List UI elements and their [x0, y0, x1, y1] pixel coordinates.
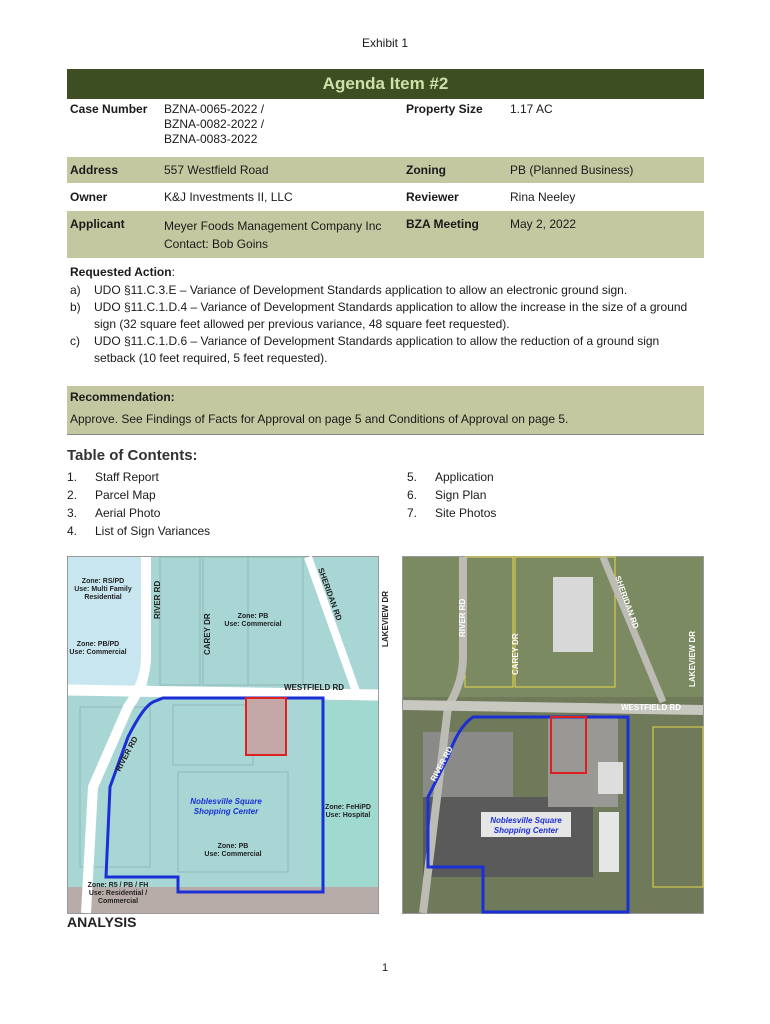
requested-action-list — [70, 282, 700, 367]
toc-left-column — [67, 468, 210, 540]
case-number-line: BZNA-0065-2022 / — [164, 102, 265, 116]
toc-item — [67, 522, 210, 540]
toc-item — [407, 468, 496, 486]
westfield-rd-label: WESTFIELD RD — [284, 683, 344, 692]
river-rd-lower-label: RIVER RD — [113, 734, 140, 773]
address-value: 557 Westfield Road — [161, 157, 403, 184]
bza-meeting-value: May 2, 2022 — [507, 211, 704, 259]
toc-number: 7. — [407, 506, 418, 520]
westfield-rd-label: WESTFIELD RD — [621, 703, 681, 712]
toc-item — [407, 486, 496, 504]
case-number-line: BZNA-0082-2022 / — [164, 117, 265, 131]
toc-item — [407, 504, 496, 522]
small-building — [598, 762, 623, 794]
exhibit-label: Exhibit 1 — [361, 36, 409, 50]
toc-title: Table of Contents: — [67, 447, 198, 464]
address-label: Address — [67, 157, 161, 184]
zone-pb-bottom-label: Zone: PB — [217, 843, 249, 850]
recommendation-heading: Recommendation: — [70, 390, 175, 404]
carey-dr-label: CAREY DR — [511, 633, 520, 675]
requested-action: Requested Action: a) UDO §11.C.3.E – Variance of Development Standards application to allow an electronic ground sign. b) UDO §11.C.1.D.4 – Variance of Development Standards application to allow the increase in the size of a ground sign (32 square feet allowed per previous variance, 48 square feet requested). c) UDO §11.C.1.D.6 – Variance of Development Standards application to allow the reduction of a ground sign setback (10 feet required, 5 feet requested). — [70, 264, 700, 367]
toc-number: 4. — [67, 524, 78, 538]
lakeview-dr-label: LAKEVIEW DR — [381, 591, 390, 647]
owner-row — [67, 184, 704, 211]
applicant-row — [67, 211, 704, 259]
zone-pb-top-label: Zone: PB — [237, 613, 269, 620]
reviewer-value: Rina Neeley — [507, 184, 704, 211]
toc-label: Aerial Photo — [95, 506, 161, 520]
zoning-label: Zoning — [403, 157, 507, 184]
zone-rs-pd-use2: Residential — [84, 594, 122, 601]
list-text: UDO §11.C.1.D.6 – Variance of Development Standards application to allow the reduction of a ground sign setback (10 feet required, 5 feet requested). — [94, 334, 660, 365]
toc-item — [67, 468, 210, 486]
zone-rs-pd-use: Use: Multi Family — [74, 586, 132, 593]
shopping-center-label: Noblesville Square — [190, 797, 262, 806]
zone-rs-pd-label: Zone: RS/PD — [81, 578, 125, 585]
agenda-title: Agenda Item #2 — [67, 69, 704, 99]
parcel-map — [67, 556, 390, 914]
applicant-name: Meyer Foods Management Company Inc — [164, 219, 382, 233]
zone-r5-label: Zone: R5 / PB / FH — [87, 882, 149, 889]
applicant-label: Applicant — [67, 211, 161, 259]
strip-building — [599, 812, 619, 872]
applicant-value — [161, 211, 403, 259]
list-item — [70, 282, 700, 299]
zone-fehipd-use: Use: Hospital — [325, 812, 371, 819]
property-size-value: 1.17 AC — [507, 99, 704, 157]
zone-pb-pd-use: Use: Commercial — [69, 649, 127, 656]
carey-dr-label: CAREY DR — [203, 613, 212, 655]
case-number-value — [161, 99, 403, 157]
recommendation-text: Approve. See Findings of Facts for Approval on page 5 and Conditions of Approval on page 5. — [70, 412, 569, 426]
requested-action-heading: Requested Action — [70, 265, 172, 279]
zone-pb-top-use: Use: Commercial — [224, 621, 282, 628]
case-number-line: BZNA-0083-2022 — [164, 132, 258, 146]
toc-label: Site Photos — [435, 506, 497, 520]
toc-item — [67, 486, 210, 504]
rs-pd-area — [68, 557, 148, 687]
recommendation-box — [67, 386, 704, 435]
zone-pb-bottom-use: Use: Commercial — [204, 851, 262, 858]
zoning-value: PB (Planned Business) — [507, 157, 704, 184]
address-row — [67, 157, 704, 184]
list-item — [70, 299, 700, 333]
reviewer-label: Reviewer — [403, 184, 507, 211]
river-rd-lower-label: RIVER RD — [428, 744, 455, 783]
case-number-row — [67, 99, 704, 157]
toc-label: Application — [435, 470, 494, 484]
list-marker: b) — [70, 300, 81, 314]
zone-fehipd-label: Zone: FeHiPD — [325, 804, 371, 811]
toc-label: Sign Plan — [435, 488, 487, 502]
lakeview-dr-label: LAKEVIEW DR — [688, 631, 697, 687]
toc-number: 5. — [407, 470, 418, 484]
analysis-heading: ANALYSIS — [67, 914, 137, 930]
building — [553, 577, 593, 652]
toc-item — [67, 504, 210, 522]
sheridan-rd-label: SHERIDAN RD — [613, 574, 641, 630]
list-item — [70, 333, 700, 367]
shopping-center-label2: Shopping Center — [493, 826, 559, 835]
toc-number: 3. — [67, 506, 78, 520]
toc-number: 2. — [67, 488, 78, 502]
list-marker: c) — [70, 334, 80, 348]
river-rd-label: RIVER RD — [153, 580, 162, 619]
subject-parcel — [246, 698, 286, 755]
applicant-contact: Contact: Bob Goins — [164, 237, 269, 251]
toc-label: Staff Report — [95, 470, 159, 484]
property-size-label: Property Size — [403, 99, 507, 157]
bza-meeting-label: BZA Meeting — [403, 211, 507, 259]
fehipd-area — [318, 702, 378, 892]
owner-label: Owner — [67, 184, 161, 211]
aerial-photo — [402, 556, 704, 914]
case-number-label: Case Number — [67, 99, 161, 157]
toc-number: 1. — [67, 470, 78, 484]
toc-label: Parcel Map — [95, 488, 156, 502]
toc-label: List of Sign Variances — [95, 524, 211, 538]
list-text: UDO §11.C.1.D.4 – Variance of Development Standards application to allow the increase in the size of a ground sign (32 square feet allowed per previous variance, 48 square feet requested). — [94, 300, 688, 331]
shopping-center-label2: Shopping Center — [193, 807, 259, 816]
list-text: UDO §11.C.3.E – Variance of Development Standards application to allow an electronic ground sign. — [94, 283, 628, 297]
list-marker: a) — [70, 283, 81, 297]
page-number: 1 — [381, 962, 389, 974]
zone-r5-use2: Commercial — [97, 898, 139, 905]
river-rd-label: RIVER RD — [458, 598, 467, 637]
case-info-table — [67, 99, 704, 259]
zone-pb-pd-label: Zone: PB/PD — [76, 641, 120, 648]
zone-r5-use: Use: Residential / — [88, 890, 148, 897]
owner-value: K&J Investments II, LLC — [161, 184, 403, 211]
toc-right-column — [407, 468, 496, 522]
toc-number: 6. — [407, 488, 418, 502]
sheridan-rd-label: SHERIDAN RD — [316, 566, 344, 622]
shopping-center-label: Noblesville Square — [490, 816, 562, 825]
